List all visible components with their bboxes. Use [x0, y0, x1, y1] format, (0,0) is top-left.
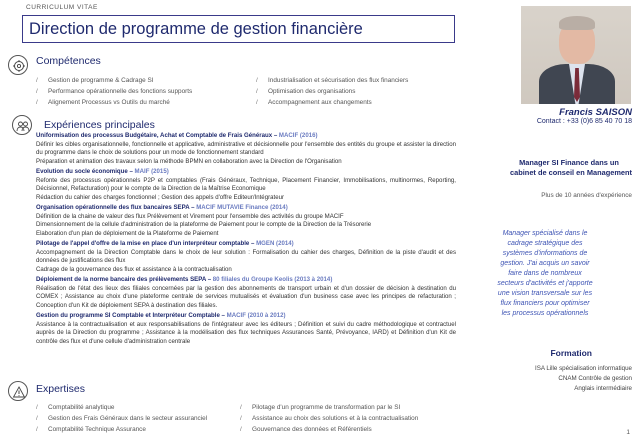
list-item: / Gestion des Frais Généraux dans le secteur assuranciel: [36, 415, 208, 422]
experience-item: Déploiement de la norme bancaire des prélèvements SEPA – 80 filiales du Groupe Keolis (2013 à 2014) Réalisation de l'état des lieux des filiales concernées par la gestion des abonnements de transport urbain et d'un dossier de décision à destination du COMEX ; Assistance au choix d'une plateforme centrale de services mutualisés et évaluation d'un business case avec les principes de refacturation ; Conception d'un Kit de déploiement SEPA à destination des filiales.: [36, 276, 456, 309]
users-icon: [12, 115, 32, 135]
competences-left-list: [36, 75, 192, 108]
list-item: ISA Lille spécialisation informatique: [535, 365, 632, 372]
list-item: / Alignement Processus vs Outils du marché: [36, 99, 170, 106]
list-item: CNAM Contrôle de gestion: [558, 375, 632, 382]
competences-right-list: [256, 75, 408, 108]
profile-experience: Plus de 10 années d'expérience: [541, 192, 632, 199]
portrait-photo: [521, 6, 631, 104]
experience-item: Pilotage de l'appel d'offre de la mise en place d'un interpréteur comptable – MGEN (2014) Accompagnement de la Direction Comptable dans le choix de leur solution : Formalisation du cahier des charges, Définition de la piste d'audit et des données de justifications des flux Cadrage de la gouvernance des flux et assistance à la contractualisation: [36, 240, 456, 273]
list-item: Anglais intermédiaire: [574, 385, 632, 392]
list-item: / Comptabilité analytique: [36, 404, 115, 411]
experience-item: Organisation opérationnelle des flux bancaires SEPA – MACIF MUTAVIE Finance (2014) Définition de la chaine de valeur des flux Prélèvement et Virement pour l'ensemble des activités du groupe MACIF Dimensionnement de la cellule d'administration de la plateforme de Paiement pour le compte de la Direction de la Trésorerie Elaboration d'un plan de déploiement de la Plateforme de Paiement: [36, 204, 372, 237]
section-title-competences: Compétences: [36, 55, 101, 67]
section-title-expertises: Expertises: [36, 383, 86, 395]
profile-role: Manager SI Finance dans un cabinet de conseil en Management: [510, 158, 632, 177]
experience-item: Uniformisation des processus Budgétaire, Achat et Comptable de Frais Généraux – MACIF (2016) Définir les cibles organisationnelle, fonctionnelle et applicative, administrative et décisionnelle pour l'ensemble des entités du groupe et assister la direction du programme dans le choix de solutions pour un mode de fonctionnement standard Préparation et animation des travaux selon la méthode BPMN en collaboration avec la Direction de l'Organisation: [36, 132, 456, 165]
list-item: / Assistance au choix des solutions et à la contractualisation: [240, 415, 419, 422]
list-item: / Pilotage d'un programme de transformation par le SI: [240, 404, 401, 411]
page-title: Direction de programme de gestion financière: [29, 20, 363, 38]
experience-item: Gestion du programme SI Comptable et Interpréteur Comptable – MACIF (2010 à 2012) Assistance à la contractualisation et aux responsabilisations de l'intégrateur avec les éditeurs ; Définition et suivi du cadre méthodologique et contractuel auprès de la Direction du programme ; Assistance à la modélisation des flux techniques Assurances Santé, Prévoyance, IARD) et Définition d'un Kit de contrôle des flux et d'une cellule d'administration centrale: [36, 312, 456, 345]
cv-label: CURRICULUM VITAE: [26, 4, 98, 11]
list-item: / Gestion de programme & Cadrage SI: [36, 77, 154, 84]
list-item: / Optimisation des organisations: [256, 88, 356, 95]
list-item: / Performance opérationnelle des fonctions supports: [36, 88, 193, 95]
expertises-left-list: [36, 402, 207, 435]
list-item: / Accompagnement aux changements: [256, 99, 372, 106]
page-number: 1: [626, 429, 630, 436]
section-title-experiences: Expériences principales: [44, 119, 155, 131]
list-item: / Gouvernance des données et Référentiels: [240, 426, 372, 433]
list-item: / Industrialisation et sécurisation des flux financiers: [256, 77, 409, 84]
page-title-box: [22, 15, 455, 43]
profile-summary: Manager spécialisé dans le cadrage stratégique des systèmes d'informations de gestion. J'ai acquis un savoir faire dans de nombreux secteurs d'activités et j'apporte une vision transversale sur les flux financiers pour optimiser les processus opérationnels: [497, 230, 593, 317]
formation-title: Formation: [550, 348, 592, 358]
experience-item: Evolution du socle économique – MAIF (2015) Refonte des processus opérationnels P2P et comptables (Frais Généraux, Technique, Placement Financier, Immobilisations, multinormes, Reporting, Décisionnel, Refacturation) pour le compte de la Direction de la Maîtrise Economique Rédaction du cahier des charges fonctionnel ; Gestion des appels d'offre Editeur/Intégrateur: [36, 168, 456, 201]
profile-name: Francis SAISON: [559, 107, 632, 118]
profile-contact: Contact : +33 (0)6 85 40 70 18: [536, 118, 632, 125]
formation-list: [535, 364, 632, 394]
warning-icon: [8, 381, 28, 401]
expertises-right-list: [240, 402, 418, 435]
brain-gear-icon: [8, 55, 28, 75]
experiences-list: [36, 132, 456, 348]
list-item: / Comptabilité Technique Assurance: [36, 426, 146, 433]
